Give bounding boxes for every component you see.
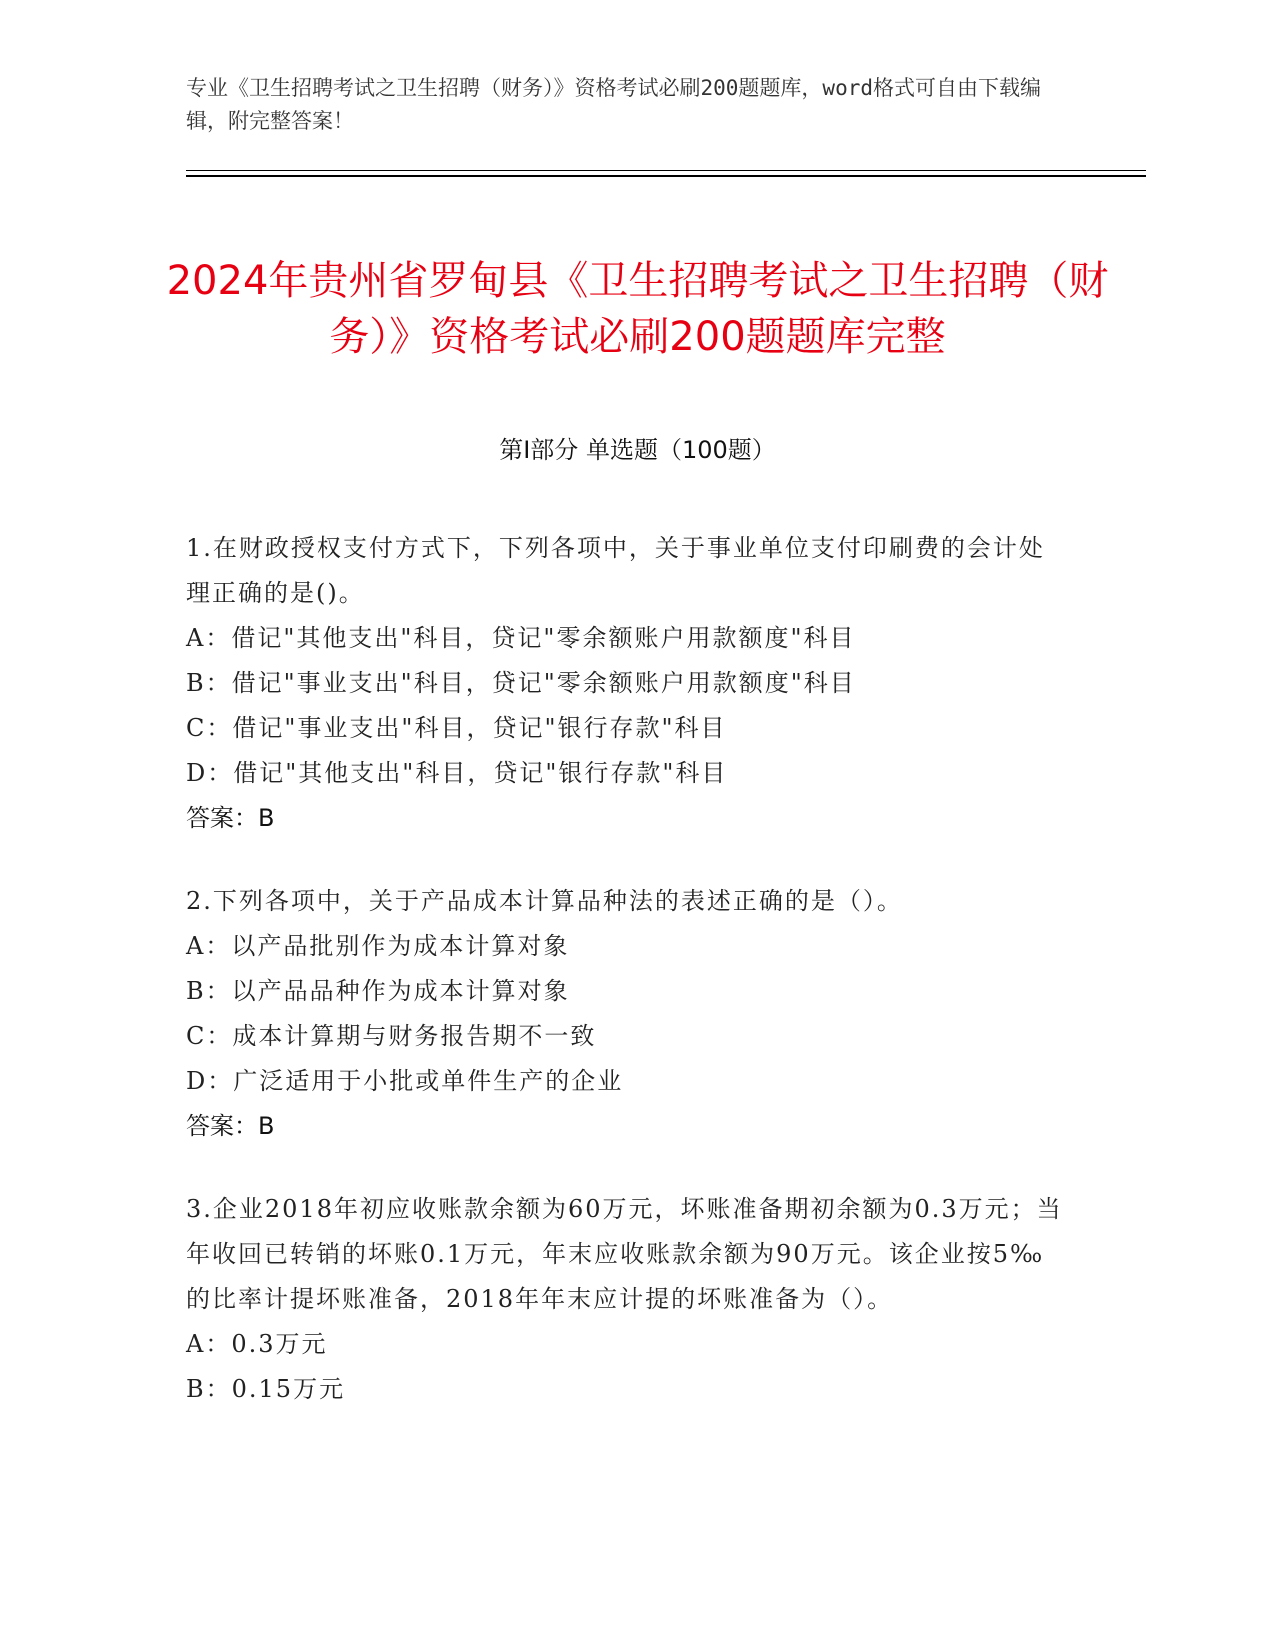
- question-list: [186, 526, 1066, 1450]
- option-b: B：借记"事业支出"科目，贷记"零余额账户用款额度"科目: [186, 669, 856, 697]
- option-b: B：0.15万元: [186, 1375, 346, 1403]
- option-c: C：借记"事业支出"科目，贷记"银行存款"科目: [186, 714, 727, 742]
- question-1: [186, 526, 1066, 841]
- section-heading: 第I部分 单选题（100题）: [499, 436, 776, 464]
- option-c: C：成本计算期与财务报告期不一致: [186, 1022, 597, 1050]
- answer: 答案：B: [186, 1112, 275, 1140]
- option-b: B：以产品品种作为成本计算对象: [186, 977, 570, 1005]
- answer: 答案：B: [186, 804, 275, 832]
- document-title: 2024年贵州省罗甸县《卫生招聘考试之卫生招聘（财务）》资格考试必刷200题题库完整: [166, 257, 1109, 360]
- question-stem: 2.下列各项中，关于产品成本计算品种法的表述正确的是（）。: [186, 887, 903, 915]
- option-a: A：以产品批别作为成本计算对象: [186, 932, 570, 960]
- question-3: [186, 1187, 1066, 1412]
- question-stem: 1.在财政授权支付方式下，下列各项中，关于事业单位支付印刷费的会计处理正确的是()。: [186, 534, 1045, 607]
- option-a: A：借记"其他支出"科目，贷记"零余额账户用款额度"科目: [186, 624, 856, 652]
- option-d: D：广泛适用于小批或单件生产的企业: [186, 1067, 624, 1095]
- question-2: [186, 879, 1066, 1149]
- question-stem: 3.企业2018年初应收账款余额为60万元，坏账准备期初余额为0.3万元；当年收回已转销的坏账0.1万元，年末应收账款余额为90万元。该企业按5‰的比率计提坏账准备，2018年年末应计提的坏账准备为（）。: [186, 1195, 1063, 1313]
- header-divider-top: [186, 170, 1146, 171]
- header-divider-bottom: [186, 175, 1146, 177]
- option-a: A：0.3万元: [186, 1330, 328, 1358]
- header-note: 专业《卫生招聘考试之卫生招聘（财务）》资格考试必刷200题题库，word格式可自由下载编辑，附完整答案！: [186, 76, 1041, 133]
- option-d: D：借记"其他支出"科目，贷记"银行存款"科目: [186, 759, 728, 787]
